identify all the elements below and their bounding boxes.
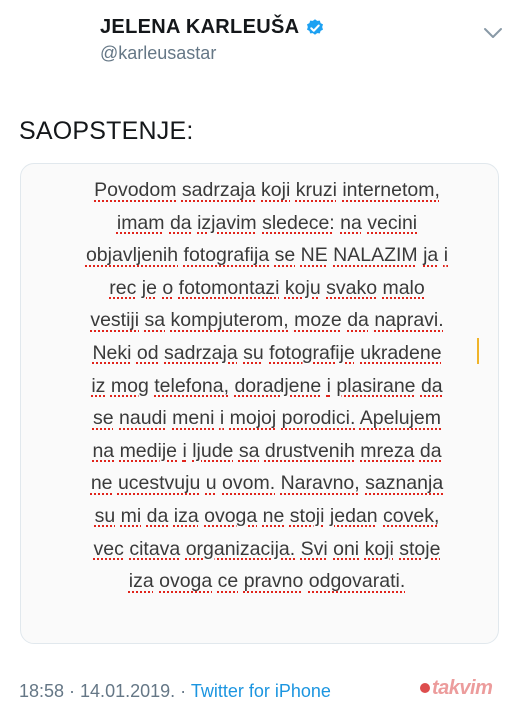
takvim-watermark bbox=[420, 675, 516, 701]
statement-line: imam da izjavim sledece: na vecini bbox=[116, 211, 418, 234]
statement-line: na medije i ljude sa drustvenih mreza da bbox=[92, 439, 442, 462]
tweet-source-link[interactable]: Twitter for iPhone bbox=[190, 681, 331, 701]
chevron-down-icon[interactable] bbox=[482, 26, 504, 40]
statement-line: Neki od sadrzaja su fotografije ukradene bbox=[92, 341, 442, 364]
watermark-text: takvim bbox=[432, 676, 493, 699]
statement-line: ne ucestvuju u ovom. Naravno, saznanja bbox=[90, 472, 444, 495]
author-display-name[interactable]: JELENA KARLEUŠA bbox=[100, 16, 300, 38]
statement-line: iza ovoga ce pravno odgovarati. bbox=[128, 570, 406, 593]
author-handle[interactable]: @karleusastar bbox=[100, 43, 217, 63]
verified-badge-icon bbox=[305, 18, 325, 38]
statement-line: iz mog telefona, doradjene i plasirane da bbox=[91, 374, 443, 397]
statement-line: rec je o fotomontazi koju svako malo bbox=[109, 276, 425, 299]
statement-line: vec citava organizacija. Svi oni koji stoje bbox=[93, 537, 441, 560]
statement-line: Povodom sadrzaja koji kruzi internetom, bbox=[94, 179, 440, 201]
meta-separator: · bbox=[175, 681, 191, 701]
statement-line: vestiji sa kompjuterom, moze da napravi. bbox=[90, 309, 444, 332]
statement-text bbox=[51, 174, 483, 598]
tweet-meta bbox=[19, 681, 331, 702]
tweet-text: SAOPSTENJE: bbox=[19, 117, 194, 145]
statement-image[interactable] bbox=[20, 163, 499, 644]
tweet-author[interactable] bbox=[100, 16, 325, 64]
watermark-dot bbox=[420, 683, 430, 693]
statement-line: su mi da iza ovoga ne stoji jedan covek, bbox=[94, 504, 440, 527]
statement-line: objavljenih fotografija se NE NALAZIM ja i bbox=[85, 244, 449, 267]
statement-line: se naudi meni i mojoj porodici. Apelujem bbox=[92, 407, 442, 430]
tweet-timestamp[interactable]: 18:58 · 14.01.2019. bbox=[19, 681, 176, 701]
text-cursor bbox=[477, 338, 479, 364]
author-name-row[interactable] bbox=[100, 16, 325, 39]
